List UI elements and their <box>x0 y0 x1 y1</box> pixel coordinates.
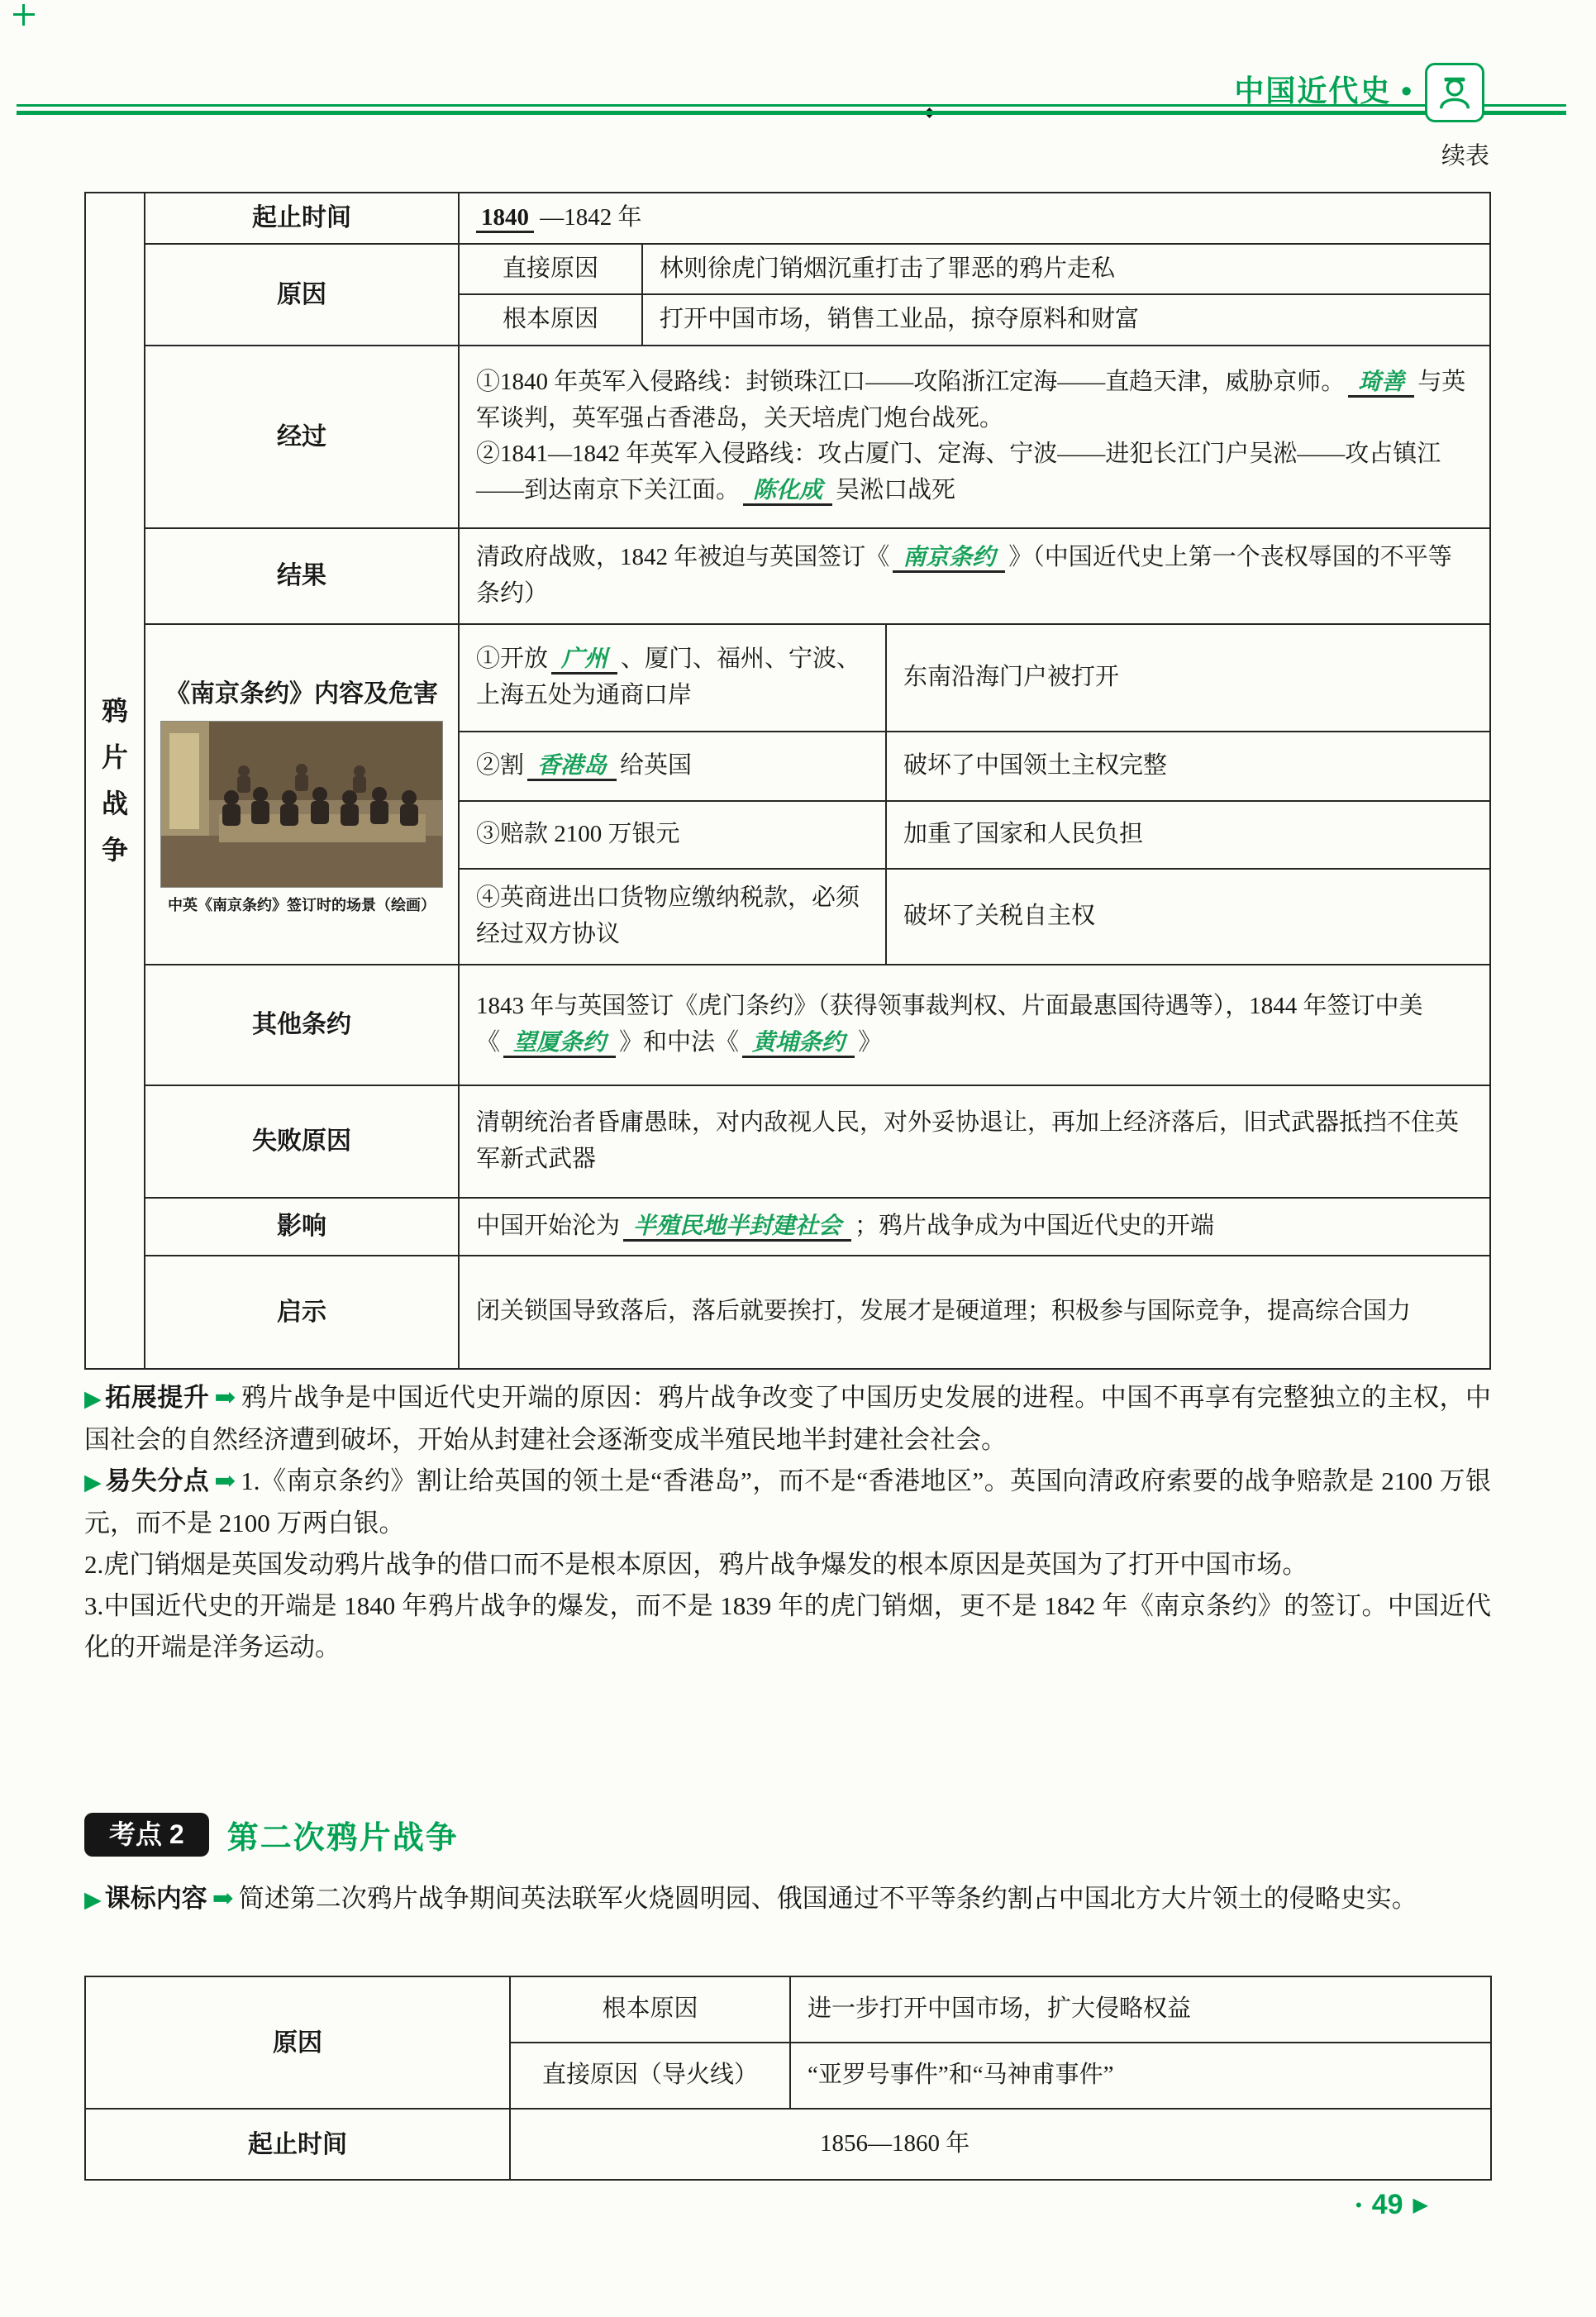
row-label-process: 经过 <box>145 346 459 528</box>
handwritten-answer: 南京条约 <box>893 543 1005 573</box>
standard-section <box>84 1878 1491 1920</box>
section2-heading <box>84 1812 459 1857</box>
treaty-label: 《南京条约》内容及危害 <box>165 679 438 708</box>
result-text: 清政府战败，1842 年被迫与英国签订《 南京条约 》（中国近代史上第一个丧权辱国的不平等条约） <box>459 528 1490 624</box>
arrow-right-icon: ➡ <box>214 1466 236 1495</box>
note-expand-label: 拓展提升 <box>105 1383 210 1412</box>
row-label-impact: 影响 <box>145 1198 459 1256</box>
impact-text: 中国开始沦为 半殖民地半封建社会 ；鸦片战争成为中国近代史的开端 <box>459 1198 1490 1256</box>
continued-table-label: 续表 <box>1441 143 1489 169</box>
treaty-harm-1: 东南沿海门户被打开 <box>886 624 1490 732</box>
triangle-icon: ▶ <box>1413 2194 1428 2216</box>
second-opium-war-table <box>84 1976 1492 2181</box>
painting-caption: 中英《南京条约》签订时的场景（绘画） <box>168 896 436 913</box>
arrow-right-icon: ➡ <box>212 1884 234 1913</box>
note-pitfall-2: 2.虎门销烟是英国发动鸦片战争的借口而不是根本原因，鸦片战争爆发的根本原因是英国为了打开中国市场。 <box>84 1550 1308 1579</box>
handwritten-answer: 黄埔条约 <box>742 1028 855 1058</box>
handwritten-answer: 半殖民地半封建社会 <box>623 1212 851 1242</box>
row-label-others: 其他条约 <box>145 965 459 1085</box>
cause-direct-text: 林则徐虎门销烟沉重打击了罪恶的鸦片走私 <box>642 244 1490 295</box>
treaty-harm-3: 加重了国家和人民负担 <box>886 801 1490 869</box>
note-expand: ▶ 拓展提升 ➡ 鸦片战争是中国近代史开端的原因：鸦片战争改变了中国历史发展的进程。中国不再享有完整独立的主权，中国社会的自然经济遭到破坏，开始从封建社会逐渐变成半殖民地半封建社会社会。 <box>84 1383 1492 1454</box>
arrow-right-icon: ➡ <box>214 1383 236 1412</box>
row-label-time: 起止时间 <box>145 193 459 244</box>
cause2-direct-text: “亚罗号事件”和“马神甫事件” <box>790 2043 1491 2109</box>
cause-root-text: 打开中国市场，销售工业品，掠夺原料和财富 <box>642 294 1490 346</box>
row-label-time2: 起止时间 <box>85 2109 510 2180</box>
handwritten-answer: 香港岛 <box>527 751 617 781</box>
note-pitfall: ▶ 易失分点 ➡ 1.《南京条约》割让给英国的领土是“香港岛”，而不是“香港地区”。英国向清政府索要的战争赔款是 2100 万银元，而不是 2100 万两白银。 <box>84 1466 1492 1538</box>
row-label-cause: 原因 <box>145 244 459 346</box>
treaty-signing-painting <box>160 721 443 888</box>
exam-point-badge: 考点 2 <box>84 1813 209 1856</box>
handwritten-answer: 琦善 <box>1348 368 1414 398</box>
treaty-content-2: ②割 香港岛 给英国 <box>459 732 886 801</box>
header-rule-thick <box>17 111 1566 115</box>
treaty-harm-2: 破坏了中国领土主权完整 <box>886 732 1490 801</box>
failure-text: 清朝统治者昏庸愚昧，对内敌视人民，对外妥协退让，再加上经济落后，旧式武器抵挡不住英军新式武器 <box>459 1085 1490 1198</box>
process-text: ①1840 年英军入侵路线：封锁珠江口——攻陷浙江定海——直趋天津，威胁京师。 琦善 与英军谈判，英军强占香港岛，关天培虎门炮台战死。 ②1841—1842 年英军入侵路线：攻占厦门、定海、宁波——进犯长江门户吴淞——攻占镇江——到达南京下关江面。 陈化成 吴淞口战死 <box>459 346 1490 528</box>
treaty-harm-4: 破坏了关税自主权 <box>886 869 1490 965</box>
opium-war-table <box>84 192 1491 1370</box>
row-label-lesson: 启示 <box>145 1256 459 1369</box>
row-label-result: 结果 <box>145 528 459 624</box>
triangle-icon: ▶ <box>84 1470 102 1495</box>
cause2-direct-label: 直接原因（导火线） <box>510 2043 790 2109</box>
table-side-label: 鸦片战争 <box>85 193 145 1369</box>
section2-title: 第二次鸦片战争 <box>226 1821 459 1856</box>
page-number: • 49 ▶ <box>1355 2189 1428 2220</box>
notes-section <box>84 1377 1491 1668</box>
treaty-content-1: ①开放 广州 、厦门、福州、宁波、上海五处为通商口岸 <box>459 624 886 732</box>
row-label-failure: 失败原因 <box>145 1085 459 1198</box>
cause2-root-text: 进一步打开中国市场，扩大侵略权益 <box>790 1976 1491 2043</box>
bullet-icon: • <box>1355 2194 1362 2215</box>
handwritten-answer: 广州 <box>551 645 617 675</box>
note-pitfall-label: 易失分点 <box>105 1466 210 1495</box>
cause2-root-label: 根本原因 <box>510 1976 790 2043</box>
cause-direct-label: 直接原因 <box>459 244 642 295</box>
handwritten-answer: 陈化成 <box>743 476 832 506</box>
note-pitfall-3: 3.中国近代史的开端是 1840 年鸦片战争的爆发，而不是 1839 年的虎门销烟，更不是 1842 年《南京条约》的签订。中国近代化的开端是洋务运动。 <box>84 1591 1491 1661</box>
scholar-icon <box>1425 63 1484 122</box>
cause-root-label: 根本原因 <box>459 294 642 346</box>
chapter-title: 中国近代史 • <box>1234 74 1413 107</box>
others-text: 1843 年与英国签订《虎门条约》（获得领事裁判权、片面最惠国待遇等），1844 年签订中美《 望厦条约 》和中法《 黄埔条约 》 <box>459 965 1490 1085</box>
time-value: 1840 —1842 年 <box>459 193 1490 244</box>
row-label-cause2: 原因 <box>85 1976 510 2109</box>
triangle-icon: ▶ <box>84 1887 102 1912</box>
note-standard: ▶ 课标内容 ➡ 简述第二次鸦片战争期间英法联军火烧圆明园、俄国通过不平等条约割占中国北方大片领土的侵略史实。 <box>84 1884 1417 1913</box>
time2-value: 1856—1860 年 <box>510 2109 1491 2180</box>
note-standard-label: 课标内容 <box>104 1884 207 1913</box>
scholar-icon-glyph <box>1434 72 1475 113</box>
print-mark <box>22 4 25 26</box>
treaty-label-cell <box>145 624 459 965</box>
treaty-content-3: ③赔款 2100 万银元 <box>459 801 886 869</box>
triangle-icon: ▶ <box>84 1386 102 1411</box>
handwritten-answer: 望厦条约 <box>503 1028 616 1058</box>
treaty-content-4: ④英商进出口货物应缴纳税款，必须经过双方协议 <box>459 869 886 965</box>
filled-blank: 1840 <box>476 204 534 233</box>
lesson-text: 闭关锁国导致落后，落后就要挨打，发展才是硬道理；积极参与国际竞争，提高综合国力 <box>459 1256 1490 1369</box>
